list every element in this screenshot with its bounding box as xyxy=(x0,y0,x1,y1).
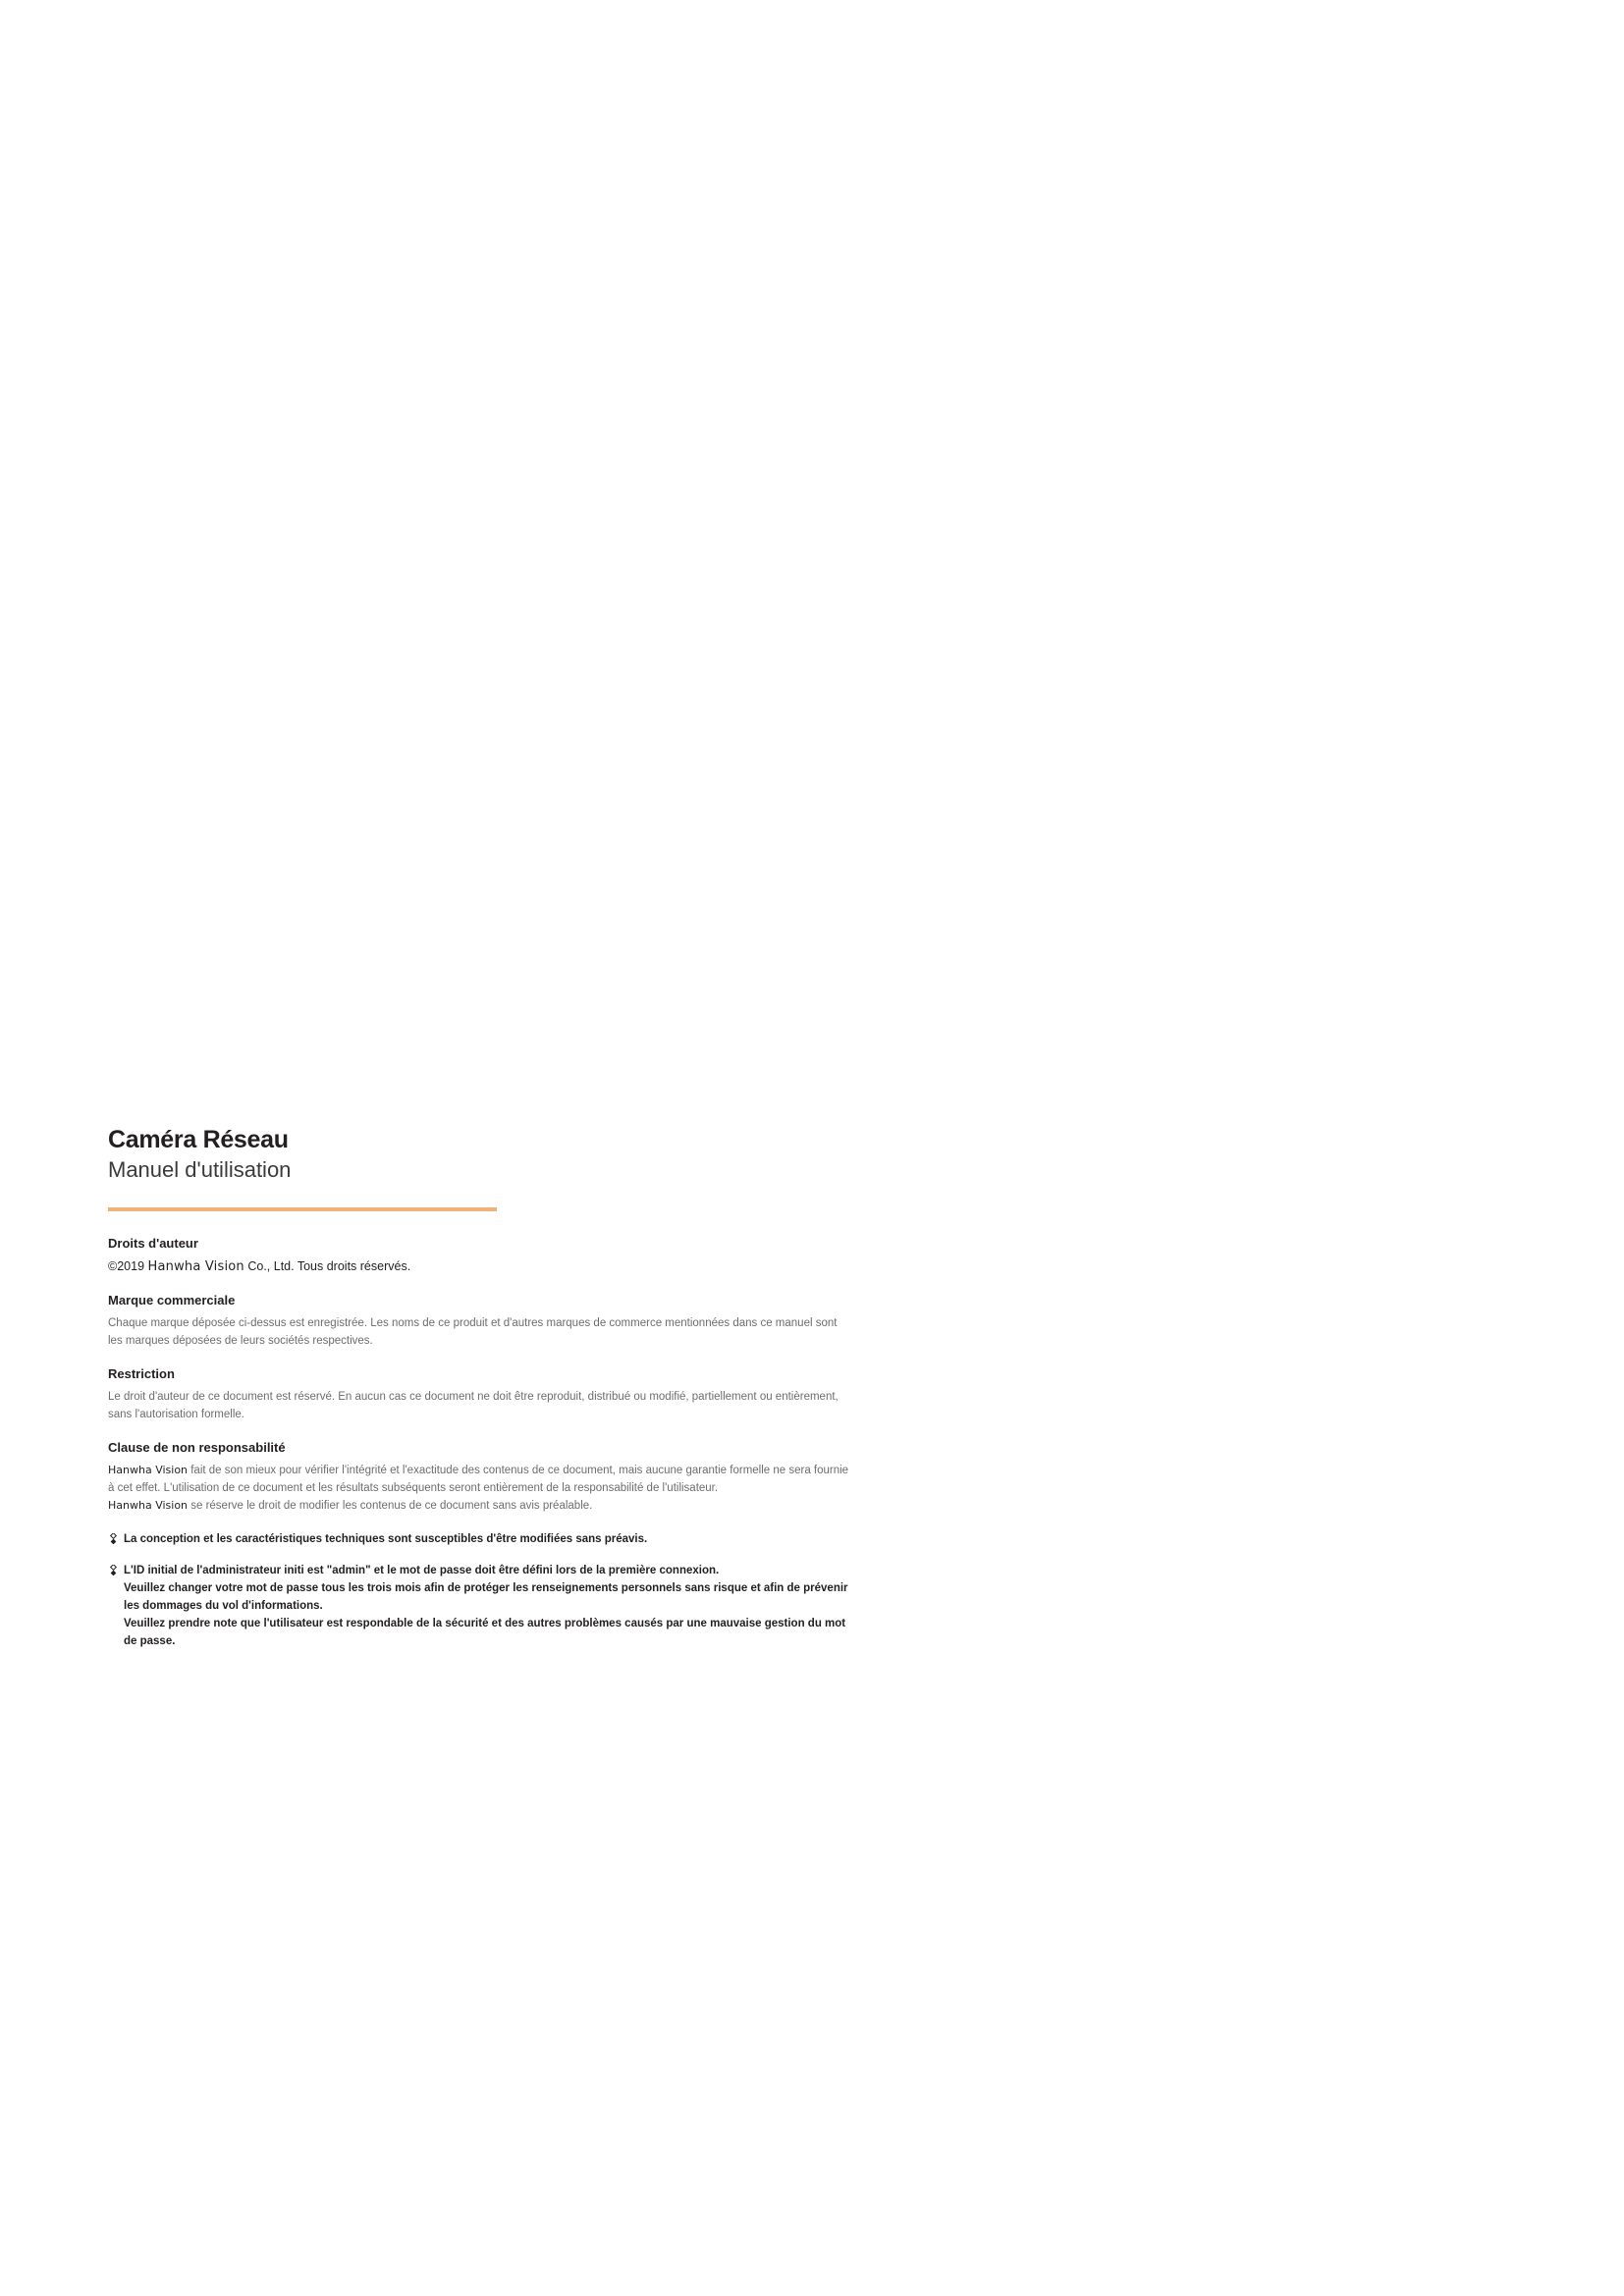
copyright-year: ©2019 xyxy=(108,1259,145,1273)
disclaimer-section xyxy=(108,1439,854,1515)
trademark-section xyxy=(108,1292,854,1350)
disclaimer-brand: Hanwha Vision xyxy=(108,1464,189,1476)
note-2-line-2: Veuillez changer votre mot de passe tous les trois mois afin de protéger les renseignements personnels sans risque et afin de prévenir les dommages du vol d'informations. xyxy=(124,1582,848,1612)
accent-divider xyxy=(108,1207,497,1211)
notes-list xyxy=(108,1530,854,1650)
brand-name: Hanwha Vision xyxy=(147,1259,244,1274)
restriction-heading: Restriction xyxy=(108,1366,175,1381)
document-subtitle: Manuel d'utilisation xyxy=(108,1157,292,1182)
copyright-suffix: Co., Ltd. Tous droits réservés. xyxy=(247,1259,411,1273)
note-1-text: La conception et les caractéristiques techniques sont susceptibles d'être modifiées sans préavis. xyxy=(124,1533,648,1545)
disclaimer-text xyxy=(108,1462,854,1515)
disclaimer-brand-2: Hanwha Vision xyxy=(108,1499,189,1512)
diamond-bullet-icon xyxy=(108,1565,119,1575)
note-item xyxy=(108,1530,854,1548)
document-title: Caméra Réseau xyxy=(108,1126,289,1153)
copyright-heading: Droits d'auteur xyxy=(108,1236,198,1251)
copyright-page-content xyxy=(108,1125,854,1664)
trademark-heading: Marque commerciale xyxy=(108,1293,236,1308)
note-2-line-3: Veuillez prendre note que l'utilisateur est respondable de la sécurité et des autres problèmes causés par une mauvaise gestion du mot de passe. xyxy=(124,1618,846,1647)
disclaimer-heading: Clause de non responsabilité xyxy=(108,1440,286,1455)
copyright-statement xyxy=(108,1257,854,1276)
restriction-section xyxy=(108,1365,854,1423)
copyright-section xyxy=(108,1235,854,1276)
diamond-bullet-icon xyxy=(108,1533,119,1544)
note-2-line-1: L'ID initial de l'administrateur initi est "admin" et le mot de passe doit être défini lors de la première connexion. xyxy=(124,1565,720,1576)
trademark-text: Chaque marque déposée ci-dessus est enregistrée. Les noms de ce produit et d'autres marques de commerce mentionnées dans ce manuel sont les marques déposées de leurs sociétés respectives. xyxy=(108,1317,838,1347)
disclaimer-line-2: se réserve le droit de modifier les contenus de ce document sans avis préalable. xyxy=(190,1500,593,1512)
restriction-text: Le droit d'auteur de ce document est réservé. En aucun cas ce document ne doit être reproduit, distribué ou modifié, partiellement ou entièrement, sans l'autorisation formelle. xyxy=(108,1391,839,1420)
note-item xyxy=(108,1562,854,1650)
disclaimer-line-1: fait de son mieux pour vérifier l'intégrité et l'exactitude des contenus de ce document, mais aucune garantie formelle ne sera fournie à cet effet. L'utilisation de ce document et les résultats subséquents seront entièrement de la responsabilité de l'utilisateur. xyxy=(108,1465,849,1494)
